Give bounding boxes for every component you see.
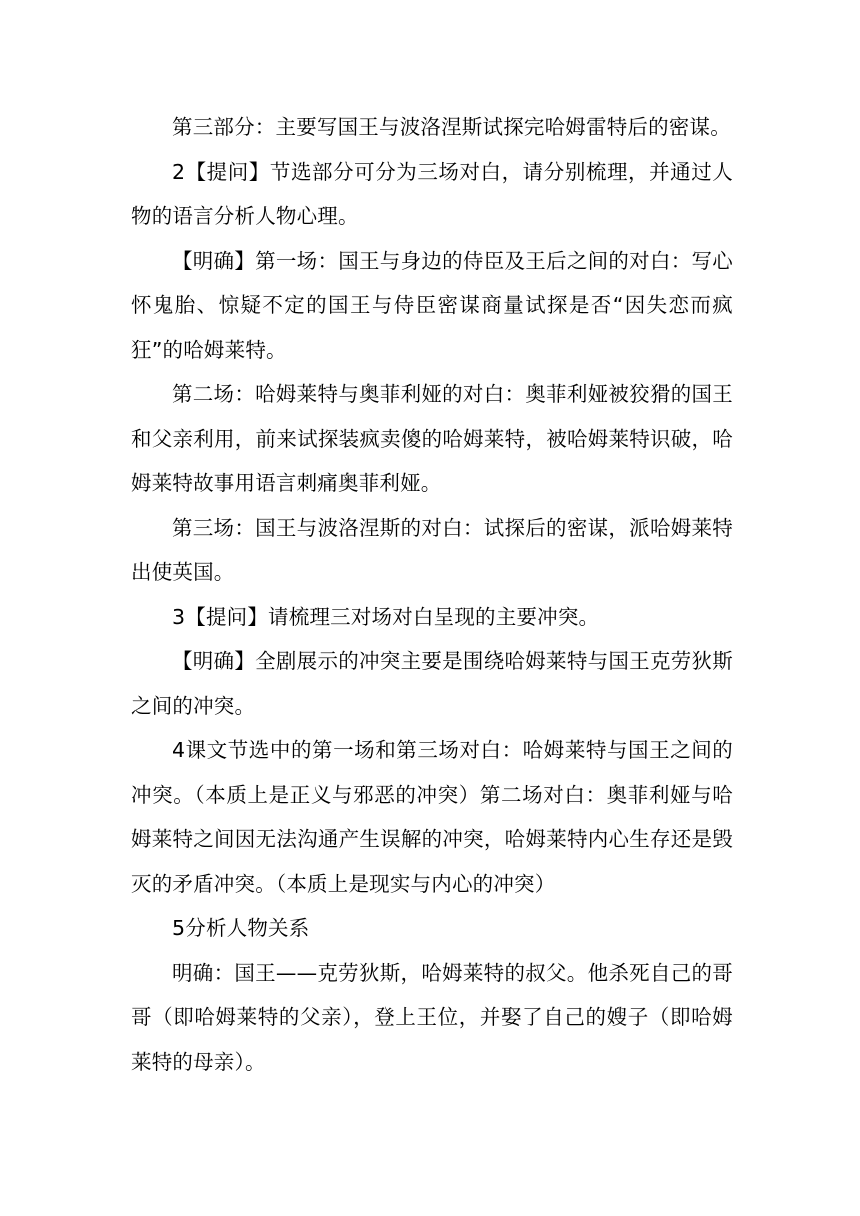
paragraph-scene-2: 第二场：哈姆莱特与奥菲利娅的对白：奥菲利娅被狡猾的国王和父亲利用，前来试探装疯卖傻的哈姆莱特，被哈姆莱特识破，哈姆莱特故事用语言刺痛奥菲利娅。 [131, 382, 733, 495]
paragraph-scene-3: 第三场：国王与波洛涅斯的对白：试探后的密谋，派哈姆莱特出使英国。 [131, 515, 733, 584]
paragraph-question-2: 2【提问】节选部分可分为三场对白，请分别梳理，并通过人物的语言分析人物心理。 [131, 159, 733, 228]
paragraph-item-4: 4课文节选中的第一场和第三场对白：哈姆莱特与国王之间的冲突。（本质上是正义与邪恶的冲突）第二场对白：奥菲利娅与哈姆莱特之间因无法沟通产生误解的冲突，哈姆莱特内心生存还是毁灭的矛盾冲突。（本质上是现实与内心的冲突） [131, 738, 733, 896]
paragraph-answer-scene-1: 【明确】第一场：国王与身边的侍臣及王后之间的对白：写心怀鬼胎、惊疑不定的国王与侍臣密谋商量试探是否“因失恋而疯狂”的哈姆莱特。 [131, 248, 733, 362]
paragraph-character-relation: 明确：国王——克劳狄斯，哈姆莱特的叔父。他杀死自己的哥哥（即哈姆莱特的父亲），登上王位，并娶了自己的嫂子（即哈姆莱特的母亲）。 [131, 960, 733, 1074]
document-body [131, 105, 733, 1084]
paragraph-question-3: 3【提问】请梳理三对场对白呈现的主要冲突。 [172, 604, 600, 629]
paragraph-answer-3: 【明确】全剧展示的冲突主要是围绕哈姆莱特与国王克劳狄斯之间的冲突。 [131, 649, 733, 718]
paragraph-item-5: 5分析人物关系 [172, 916, 310, 940]
paragraph-part-three-summary: 第三部分：主要写国王与波洛涅斯试探完哈姆雷特后的密谋。 [172, 115, 731, 139]
